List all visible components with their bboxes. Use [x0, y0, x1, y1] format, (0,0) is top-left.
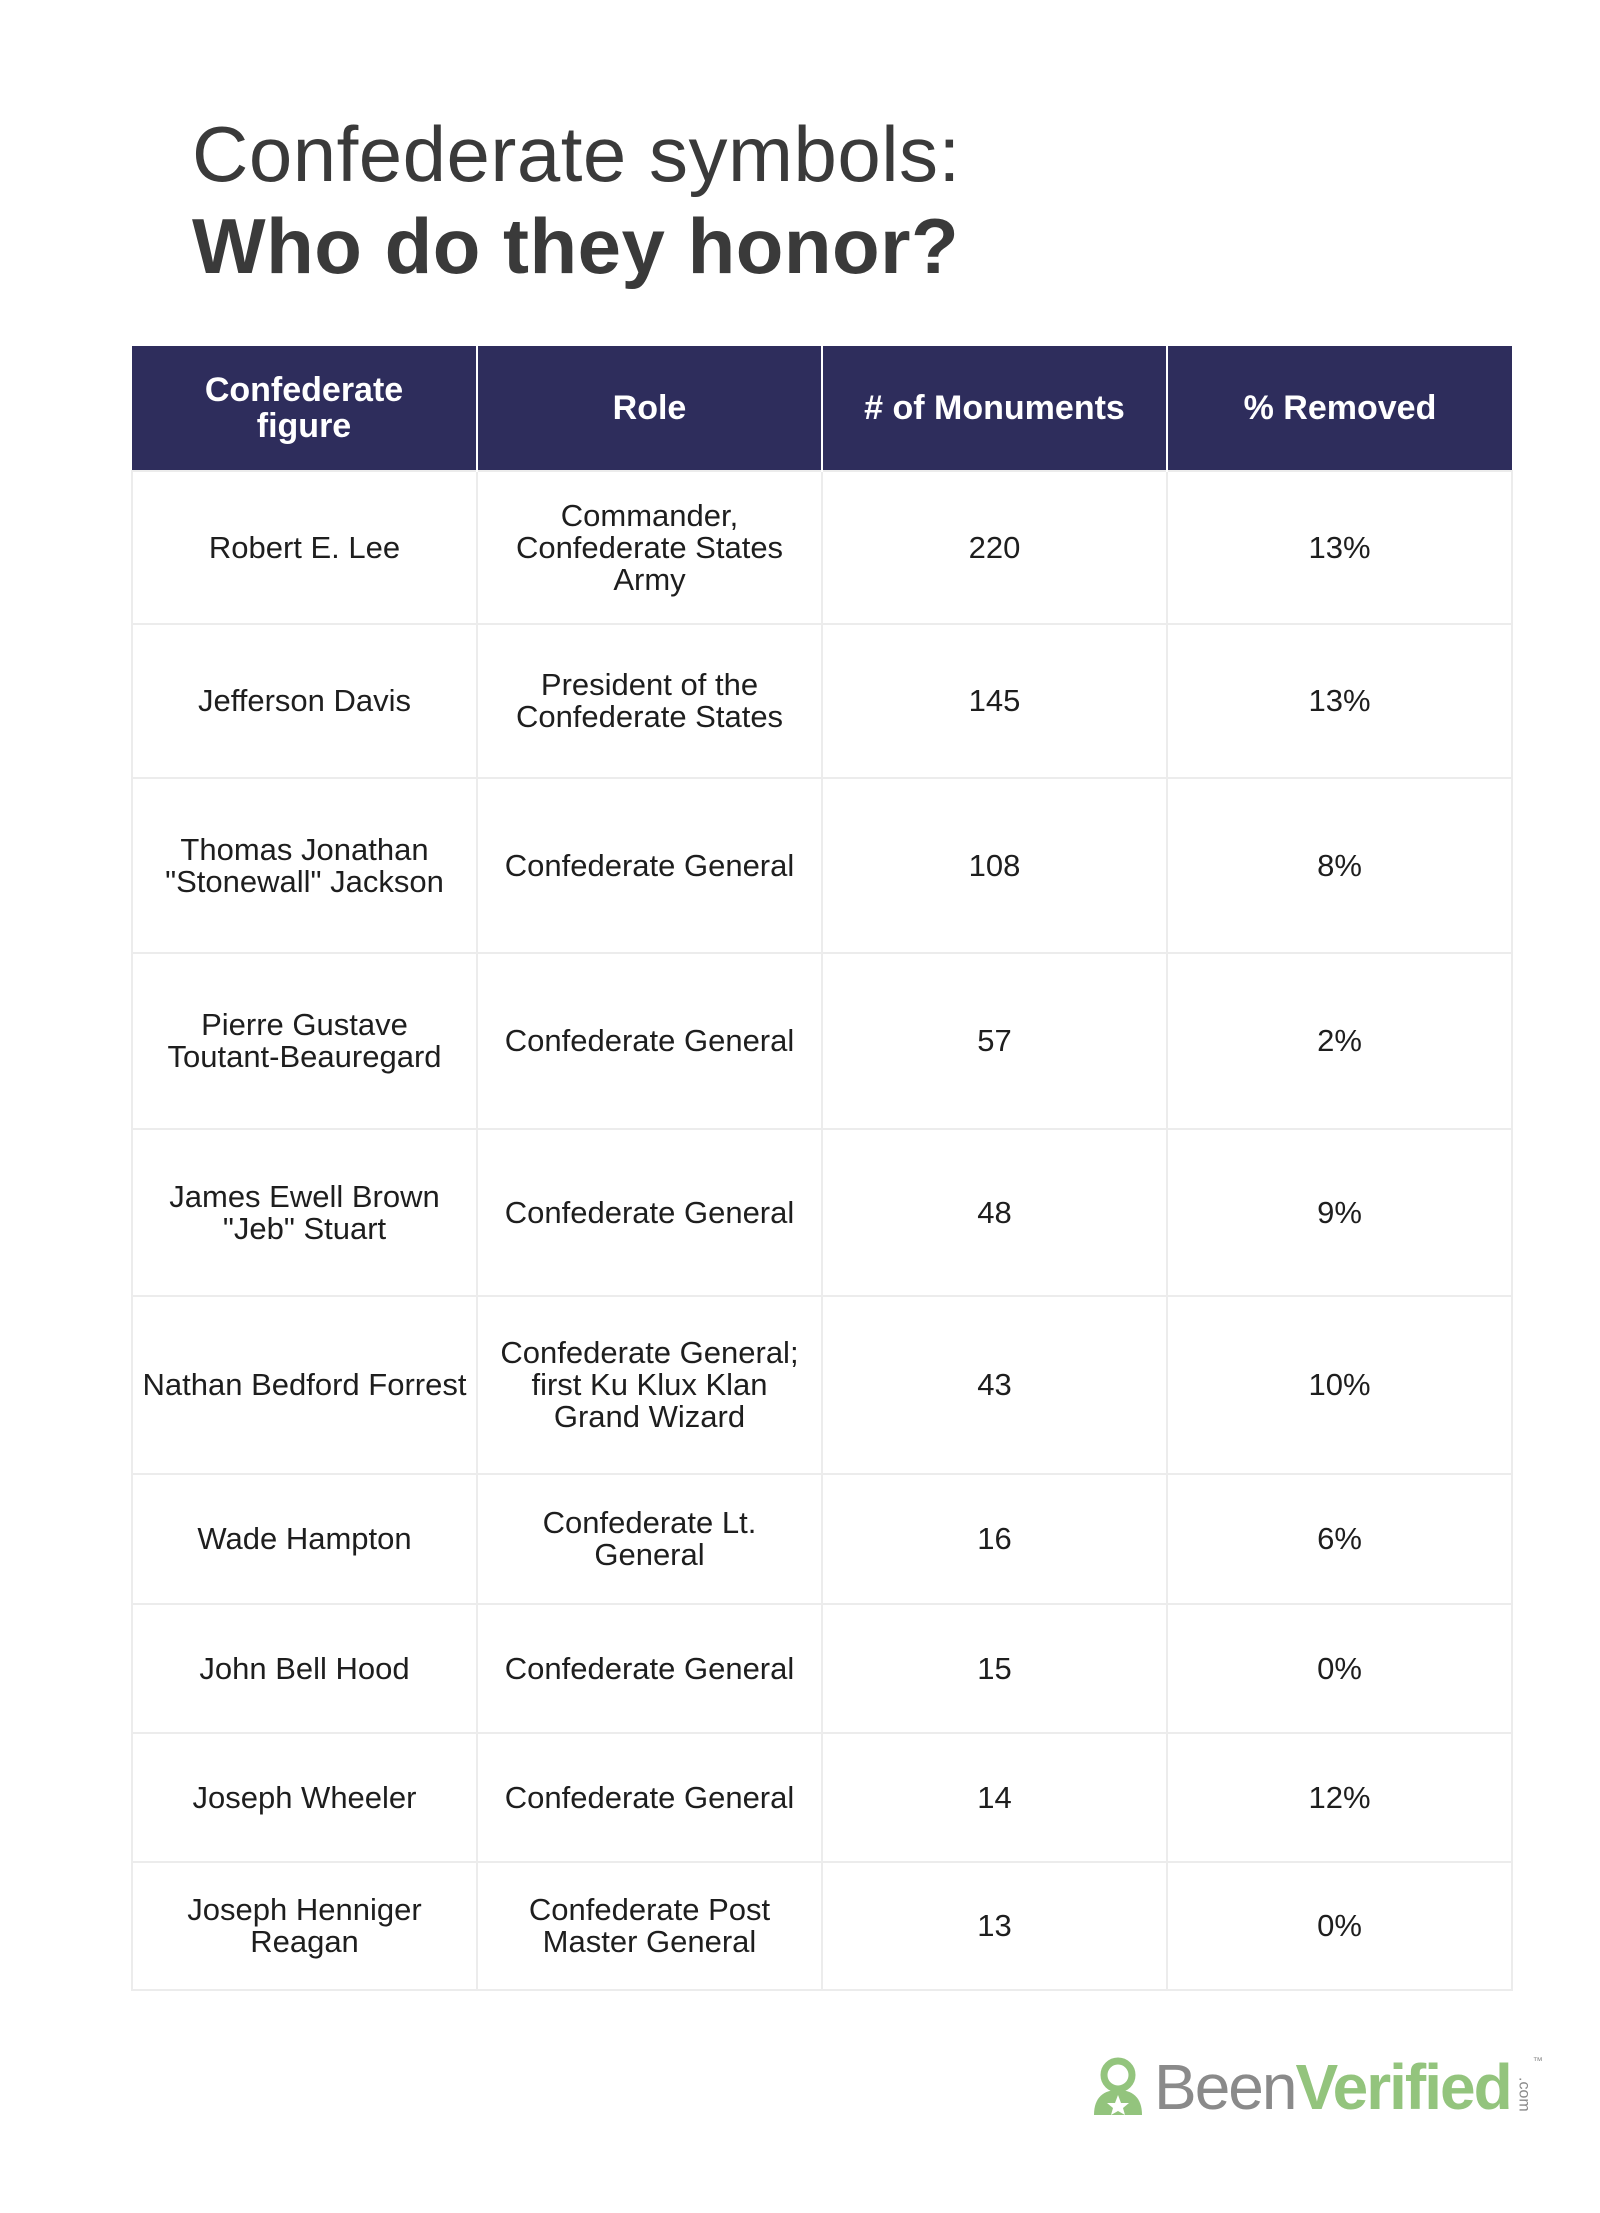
- cell-role: Confederate General: [477, 953, 822, 1129]
- cell-monuments: 145: [822, 624, 1167, 778]
- table-row: [132, 1733, 1512, 1862]
- table-row: [132, 1129, 1512, 1296]
- table-row: [132, 953, 1512, 1129]
- cell-figure: Joseph Henniger Reagan: [132, 1862, 477, 1990]
- cell-monuments: 43: [822, 1296, 1167, 1474]
- cell-figure: Joseph Wheeler: [132, 1733, 477, 1862]
- cell-monuments: 14: [822, 1733, 1167, 1862]
- column-header-removed: % Removed: [1167, 346, 1512, 471]
- cell-figure: Thomas Jonathan "Stonewall" Jackson: [132, 778, 477, 953]
- logo-trademark: ™: [1532, 2056, 1543, 2067]
- cell-role: Confederate General: [477, 1129, 822, 1296]
- cell-monuments: 15: [822, 1604, 1167, 1733]
- cell-role: Confederate General; first Ku Klux Klan Grand Wizard: [477, 1296, 822, 1474]
- beenverified-logo: [1090, 2050, 1543, 2124]
- cell-figure: Robert E. Lee: [132, 471, 477, 624]
- cell-removed: 8%: [1167, 778, 1512, 953]
- cell-role: Confederate Post Master General: [477, 1862, 822, 1990]
- cell-removed: 2%: [1167, 953, 1512, 1129]
- cell-figure: Wade Hampton: [132, 1474, 477, 1604]
- logo-text-verified: Verified: [1295, 2051, 1511, 2123]
- table-row: [132, 624, 1512, 778]
- cell-role: Confederate General: [477, 778, 822, 953]
- table-row: [132, 1474, 1512, 1604]
- cell-role: Commander, Confederate States Army: [477, 471, 822, 624]
- table-row: [132, 1296, 1512, 1474]
- title-line-1: Confederate symbols:: [192, 110, 961, 198]
- cell-removed: 13%: [1167, 624, 1512, 778]
- cell-role: President of the Confederate States: [477, 624, 822, 778]
- table-header-row: [132, 346, 1512, 471]
- column-header-role: Role: [477, 346, 822, 471]
- cell-removed: 9%: [1167, 1129, 1512, 1296]
- cell-role: Confederate Lt. General: [477, 1474, 822, 1604]
- column-header-monuments: # of Monuments: [822, 346, 1167, 471]
- table-row: [132, 1604, 1512, 1733]
- page-title: [192, 108, 961, 292]
- cell-removed: 6%: [1167, 1474, 1512, 1604]
- cell-figure: John Bell Hood: [132, 1604, 477, 1733]
- cell-removed: 13%: [1167, 471, 1512, 624]
- table-row: [132, 471, 1512, 624]
- logo-text-been: Been: [1154, 2051, 1296, 2123]
- cell-figure: Jefferson Davis: [132, 624, 477, 778]
- cell-removed: 0%: [1167, 1604, 1512, 1733]
- cell-figure: Pierre Gustave Toutant-Beauregard: [132, 953, 477, 1129]
- title-line-2: Who do they honor?: [192, 202, 960, 290]
- cell-monuments: 16: [822, 1474, 1167, 1604]
- table-row: [132, 778, 1512, 953]
- cell-removed: 10%: [1167, 1296, 1512, 1474]
- cell-monuments: 48: [822, 1129, 1167, 1296]
- cell-removed: 12%: [1167, 1733, 1512, 1862]
- table-row: [132, 1862, 1512, 1990]
- person-star-icon: [1090, 2057, 1146, 2117]
- logo-text-com: .com: [1515, 2076, 1533, 2112]
- cell-removed: 0%: [1167, 1862, 1512, 1990]
- cell-monuments: 108: [822, 778, 1167, 953]
- cell-figure: James Ewell Brown "Jeb" Stuart: [132, 1129, 477, 1296]
- cell-role: Confederate General: [477, 1604, 822, 1733]
- column-header-figure: Confederate figure: [132, 346, 477, 471]
- cell-role: Confederate General: [477, 1733, 822, 1862]
- cell-monuments: 13: [822, 1862, 1167, 1990]
- cell-figure: Nathan Bedford Forrest: [132, 1296, 477, 1474]
- cell-monuments: 57: [822, 953, 1167, 1129]
- cell-monuments: 220: [822, 471, 1167, 624]
- monuments-table: [131, 346, 1513, 1991]
